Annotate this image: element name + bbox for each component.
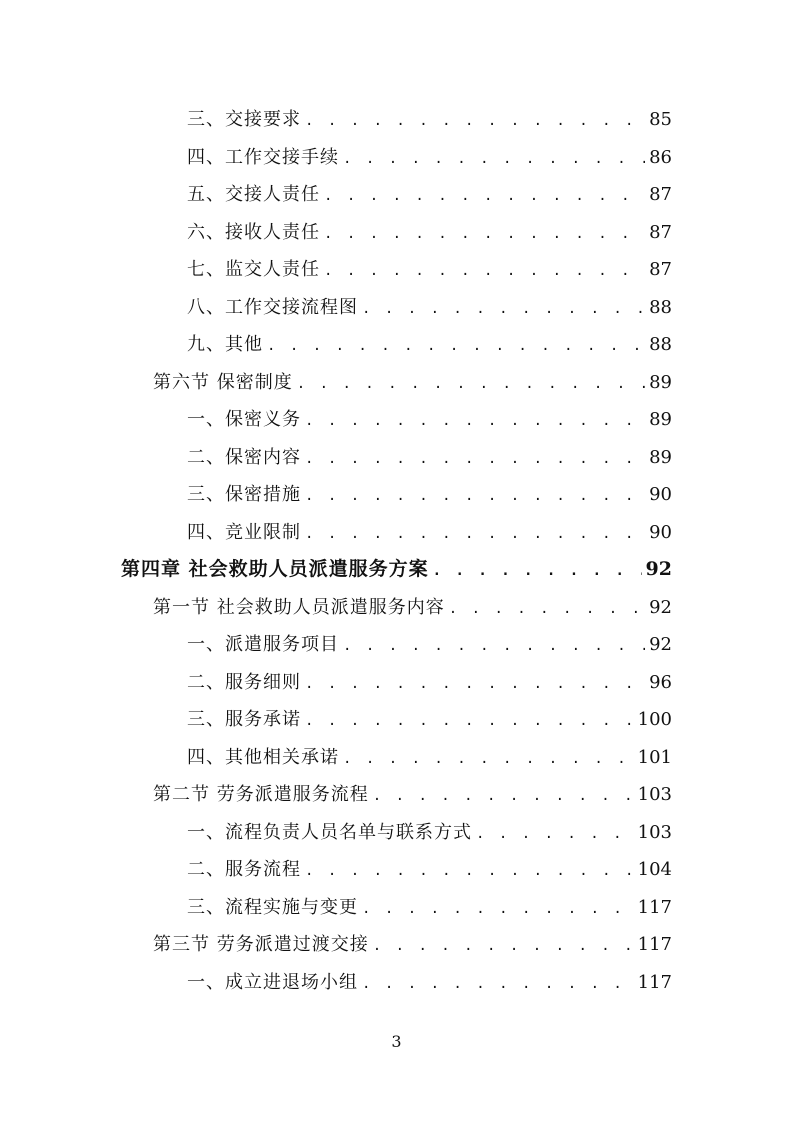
toc-entry-page: 90 (649, 521, 672, 543)
toc-entry-page: 88 (649, 334, 672, 355)
dot-leader (362, 291, 645, 328)
toc-entry-title: 七、监交人责任 (187, 259, 320, 280)
toc-entry[interactable] (187, 964, 672, 1001)
dot-leader (362, 891, 634, 928)
toc-entry-title: 五、交接人责任 (187, 184, 320, 205)
toc-entry[interactable] (153, 589, 672, 626)
toc-entry[interactable] (187, 401, 672, 438)
dot-leader (433, 553, 642, 590)
dot-leader (449, 591, 645, 628)
toc-entry-page: 92 (649, 634, 672, 655)
toc-entry-title: 三、服务承诺 (187, 709, 301, 730)
toc-entry[interactable] (187, 476, 672, 513)
dot-leader (362, 966, 634, 1003)
dot-leader (305, 103, 645, 140)
toc-entry[interactable] (187, 139, 672, 176)
dot-leader (267, 328, 645, 365)
page-number: 3 (391, 1032, 402, 1051)
dot-leader (324, 178, 645, 215)
toc-entry-title: 一、流程负责人员名单与联系方式 (187, 821, 472, 843)
dot-leader (305, 666, 645, 703)
toc-entry-page: 86 (649, 146, 672, 168)
toc-entry[interactable] (187, 851, 672, 888)
dot-leader (305, 403, 645, 440)
toc-entry-page: 103 (637, 784, 672, 805)
dot-leader (324, 216, 645, 253)
toc-entry-page: 89 (649, 371, 672, 393)
toc-entry-title: 四、工作交接手续 (187, 146, 339, 168)
toc-entry[interactable] (121, 551, 672, 588)
dot-leader (297, 366, 645, 403)
dot-leader (343, 741, 634, 778)
toc-entry-page: 117 (637, 971, 672, 993)
toc-entry-page: 101 (637, 746, 672, 768)
toc-entry-page: 96 (649, 671, 672, 693)
toc-entry[interactable] (187, 739, 672, 776)
toc-entry-title: 三、交接要求 (187, 109, 301, 130)
toc-entry-title: 六、接收人责任 (187, 221, 320, 243)
toc-entry-title: 三、流程实施与变更 (187, 896, 358, 918)
dot-leader (305, 516, 645, 553)
toc-entry[interactable] (187, 439, 672, 476)
toc-entry[interactable] (153, 926, 672, 963)
dot-leader (373, 778, 634, 815)
toc-entry-page: 117 (637, 934, 672, 955)
toc-entry[interactable] (187, 176, 672, 213)
dot-leader (324, 253, 645, 290)
toc-entry-page: 92 (645, 558, 672, 580)
toc-entry-page: 87 (649, 221, 672, 243)
toc-entry-title: 二、服务流程 (187, 859, 301, 880)
toc-entry-title: 第六节 保密制度 (153, 371, 293, 393)
toc-entry-page: 87 (649, 259, 672, 280)
dot-leader (305, 703, 634, 740)
toc-entry-page: 104 (637, 859, 672, 880)
toc-entry-page: 92 (649, 596, 672, 618)
toc-entry-page: 85 (649, 109, 672, 130)
toc-entry[interactable] (187, 326, 672, 363)
toc-entry-title: 二、服务细则 (187, 671, 301, 693)
toc-entry[interactable] (187, 626, 672, 663)
toc-entry[interactable] (187, 889, 672, 926)
toc-entry[interactable] (187, 814, 672, 851)
toc-entry-page: 103 (637, 821, 672, 843)
toc-entry-title: 四、其他相关承诺 (187, 746, 339, 768)
toc-entry-page: 117 (637, 896, 672, 918)
toc-entry-page: 89 (649, 409, 672, 430)
toc-entry-title: 一、成立进退场小组 (187, 971, 358, 993)
dot-leader (305, 478, 645, 515)
toc-entry[interactable] (187, 289, 672, 326)
toc-entry-title: 二、保密内容 (187, 446, 301, 468)
toc-entry[interactable] (153, 776, 672, 813)
toc-entry-title: 四、竞业限制 (187, 521, 301, 543)
toc-entry[interactable] (187, 701, 672, 738)
toc-entry-title: 第二节 劳务派遣服务流程 (153, 784, 369, 805)
toc-entry[interactable] (187, 664, 672, 701)
dot-leader (305, 441, 645, 478)
toc-entry[interactable] (153, 364, 672, 401)
toc-entry[interactable] (187, 101, 672, 138)
toc-entry-page: 90 (649, 484, 672, 505)
toc-entry-page: 87 (649, 184, 672, 205)
toc-entry[interactable] (187, 214, 672, 251)
toc-entry[interactable] (187, 251, 672, 288)
toc-entry-title: 三、保密措施 (187, 484, 301, 505)
toc-entry-title: 第三节 劳务派遣过渡交接 (153, 934, 369, 955)
dot-leader (476, 816, 634, 853)
toc-entry[interactable] (187, 514, 672, 551)
toc-entry-title: 第四章 社会救助人员派遣服务方案 (121, 558, 429, 580)
dot-leader (343, 141, 645, 178)
dot-leader (305, 853, 634, 890)
toc-entry-title: 第一节 社会救助人员派遣服务内容 (153, 596, 445, 618)
toc-entry-title: 八、工作交接流程图 (187, 296, 358, 318)
toc-entry-page: 88 (649, 296, 672, 318)
toc-entry-page: 100 (637, 709, 672, 730)
dot-leader (373, 928, 634, 965)
toc-entry-title: 一、派遣服务项目 (187, 634, 339, 655)
toc-entry-title: 一、保密义务 (187, 409, 301, 430)
dot-leader (343, 628, 645, 665)
toc-entry-title: 九、其他 (187, 334, 263, 355)
toc-entry-page: 89 (649, 446, 672, 468)
